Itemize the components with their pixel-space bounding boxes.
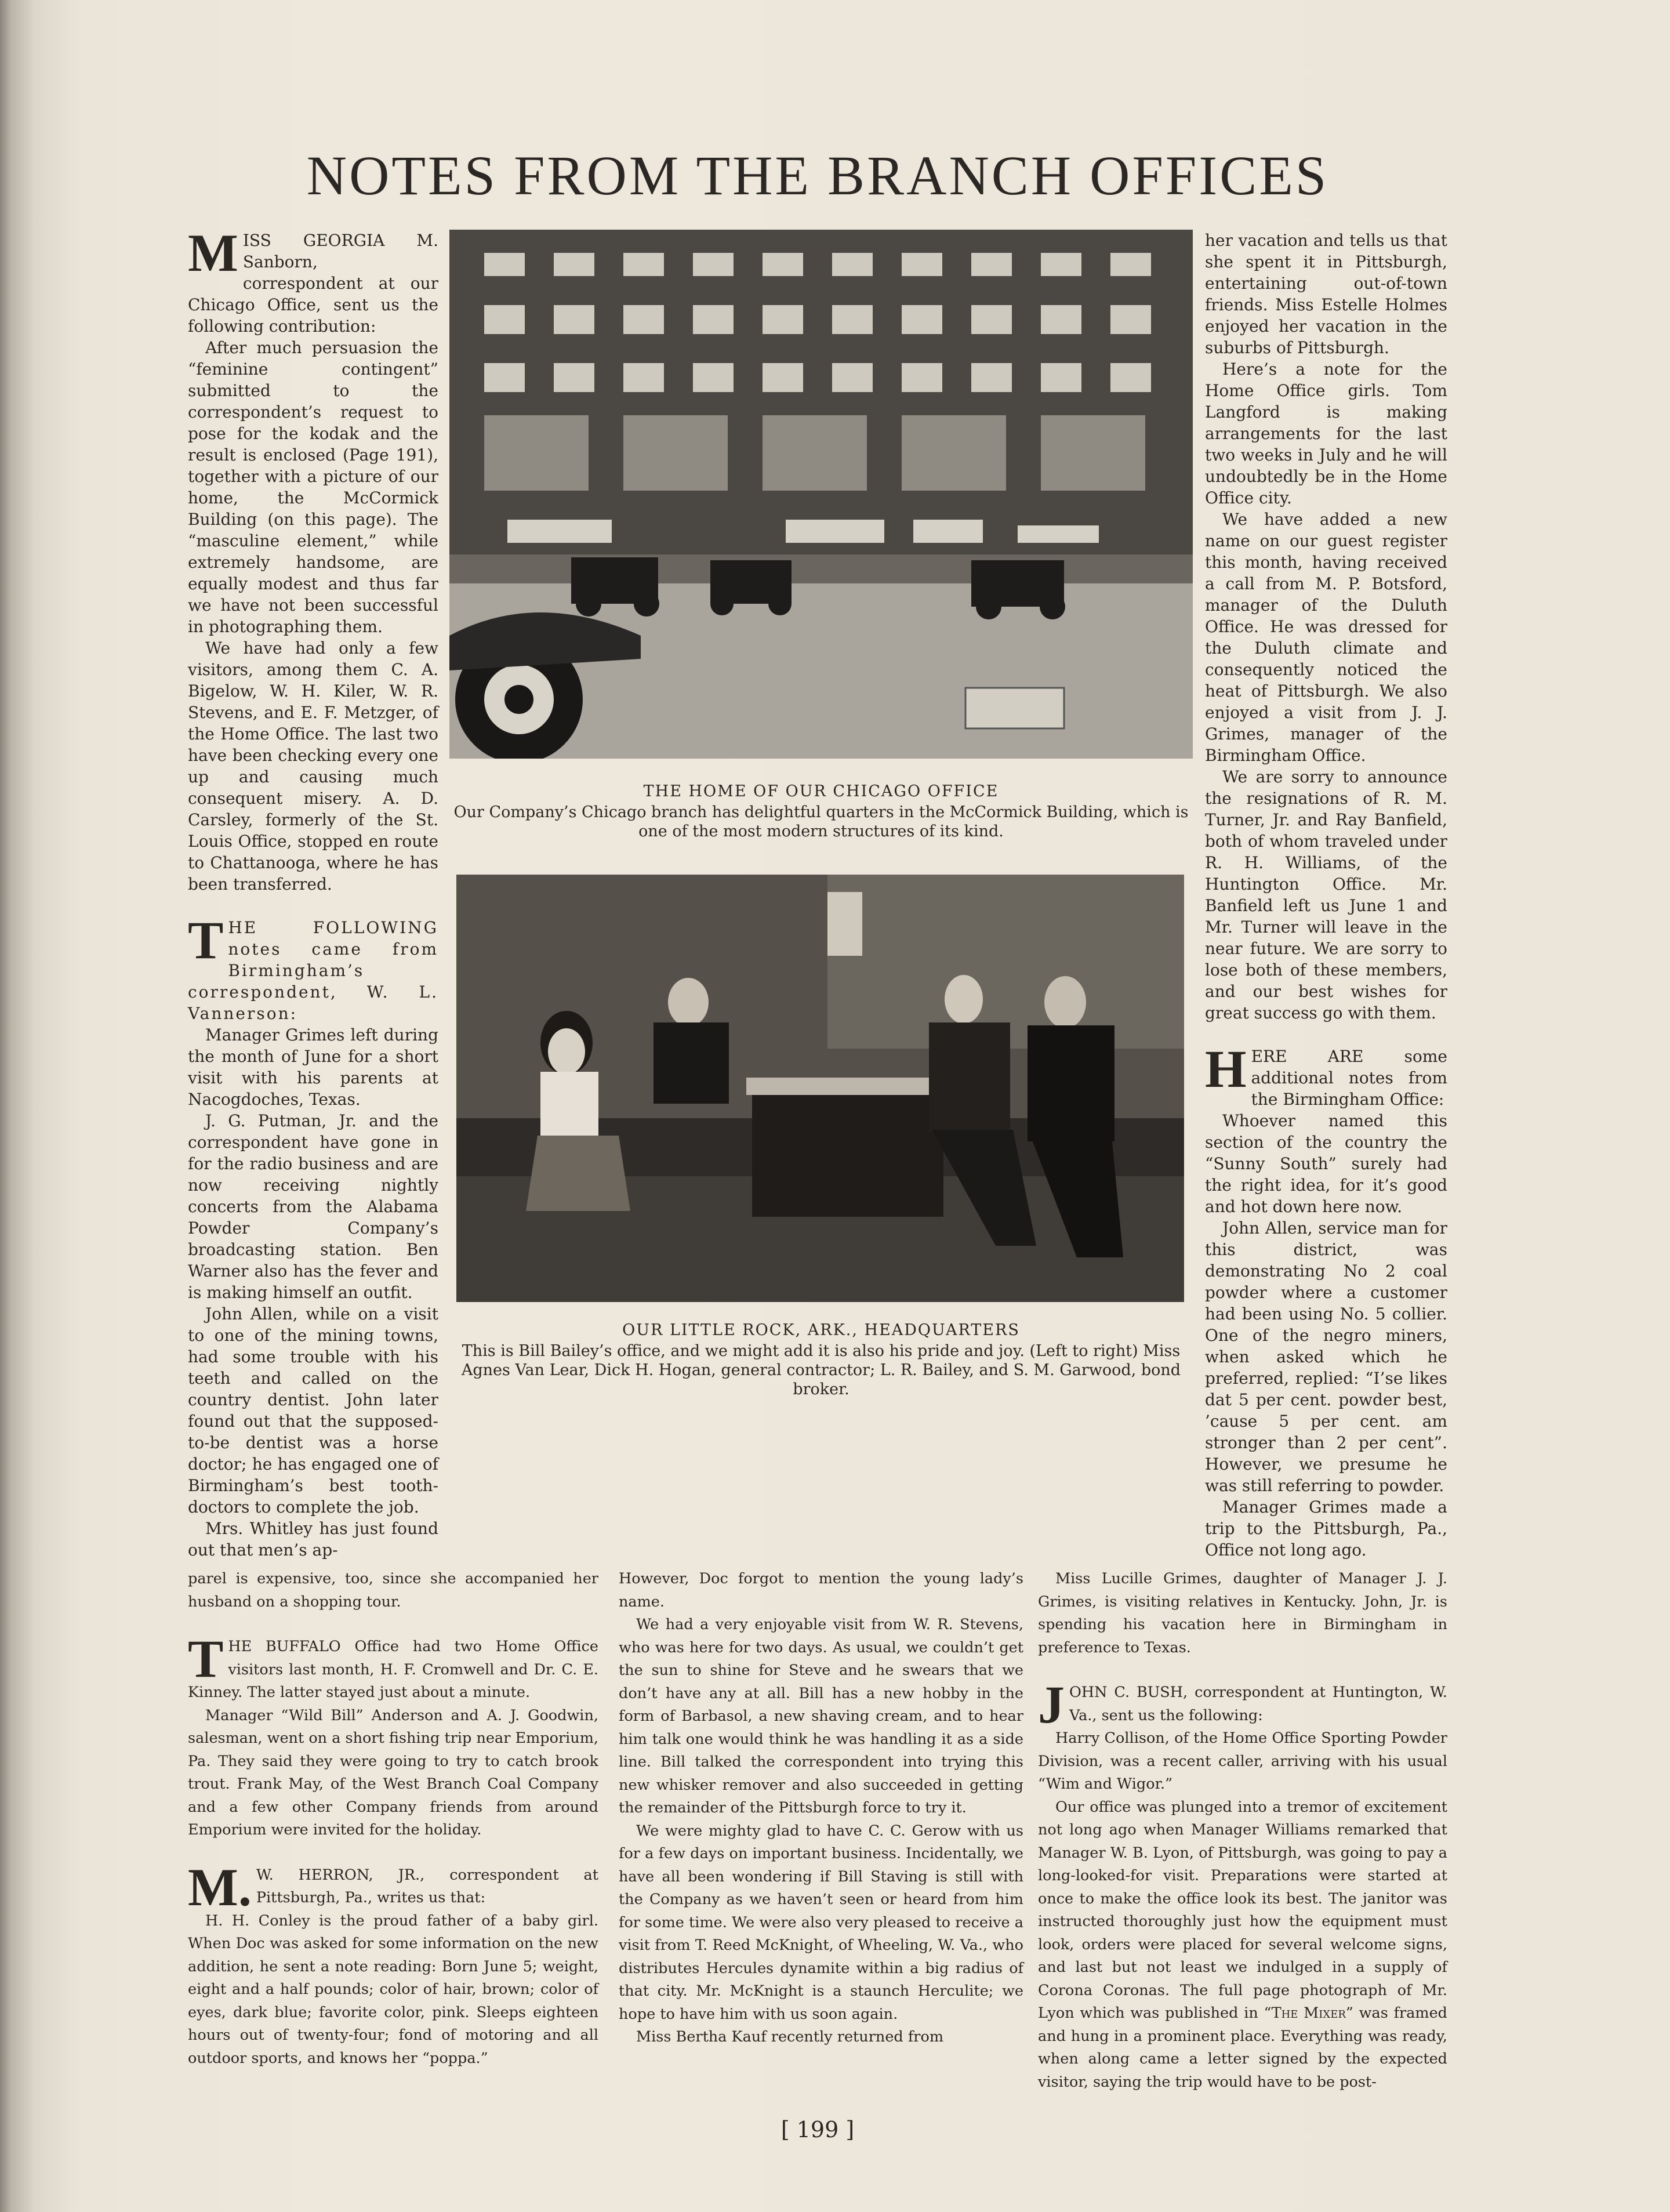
paragraph: Mrs. Whitley has just found out that men’s ap- <box>188 1519 438 1560</box>
paragraph: We are sorry to announce the resignations of R. M. Turner, Jr. and Ray Banfield, both of whom traveled under R. H. Williams, of the Huntington Office. Mr. Banfield left us June 1 and Mr. Turner will leave in the near future. We are sorry to lose both of these members, and our best wishes for great success go with them. <box>1205 767 1447 1022</box>
left-column <box>188 223 438 1561</box>
paragraph <box>1038 1796 1447 2094</box>
bottom-row <box>188 1568 1447 2094</box>
little-rock-office-photo <box>456 875 1184 1302</box>
drop-cap: M <box>188 223 238 282</box>
paragraph: We have had only a few visitors, among them C. A. Bigelow, W. H. Kiler, W. R. Stevens, and E. F. Metzger, of the Home Office. The last two have been checking every one up and causing much consequent misery. A. D. Carsley, formerly of the St. Louis Office, stopped en route to Chattanooga, where he has been transferred. <box>188 639 438 894</box>
drop-cap: M. <box>188 1857 252 1917</box>
photo-column <box>449 230 1193 1399</box>
section-lead: OHN C. BUSH, correspondent at Huntington, W. Va., sent us the following: <box>1069 1684 1447 1724</box>
photo-caption: Our Company’s Chicago branch has delightful quarters in the McCormick Building, which is one of the most modern structures of its kind. <box>453 803 1189 840</box>
text-run: ” was framed and hung in a prominent place. Everything was ready, when along came a letter signed by the expected visitor, saying the trip would have to be post- <box>1038 2004 1447 2091</box>
huntington-section <box>1038 1675 1447 2094</box>
pittsburgh-section <box>188 1857 598 2070</box>
paragraph: Harry Collison, of the Home Office Sporting Powder Division, was a recent caller, arriving with his usual “Wim and Wigor.” <box>1038 1729 1447 1793</box>
paragraph: Miss Bertha Kauf recently returned from <box>636 2028 943 2046</box>
magazine-name: The Mixer <box>1271 2004 1346 2022</box>
paragraph: However, Doc forgot to mention the young lady’s name. <box>619 1570 1023 1611</box>
drop-cap: T <box>188 1629 224 1688</box>
chicago-section <box>188 223 438 895</box>
bottom-right-column <box>1038 1568 1447 2094</box>
paragraph: We were mighty glad to have C. C. Gerow with us for a few days on important business. Incidentally, we have all been wondering if Bill Staving is still with the Company as we haven’t seen or heard from him for some time. We were also very pleased to receive a visit from T. Reed McKnight, of Wheeling, W. Va., who distributes Hercules dynamite within a big radius of that city. Mr. McKnight is a staunch Herculite; we hope to have him with us soon again. <box>619 1822 1023 2023</box>
paragraph: H. H. Conley is the proud father of a baby girl. When Doc was asked for some information on the new addition, he sent a note reading: Born June 5; weight, eight and a half pounds; color of hair, brown; color of eyes, dark blue; favorite color, pink. Sleeps eighteen hours out of twenty-four; fond of motoring and all outdoor sports, and knows her “poppa.” <box>188 1912 598 2067</box>
bottom-middle-column <box>619 1568 1023 2049</box>
paragraph: Here’s a note for the Home Office girls. Tom Langford is making arrangements for the last two weeks in July and he will undoubtedly be in the Home Office city. <box>1205 360 1447 507</box>
drop-cap: T <box>188 911 224 970</box>
page-number: [ 199 ] <box>780 2117 855 2142</box>
section-lead: HE BUFFALO Office had two Home Office visitors last month, H. F. Cromwell and Dr. C. E. Kinney. The latter stayed just about a minute. <box>188 1638 598 1701</box>
paragraph: parel is expensive, too, since she accompanied her husband on a shopping tour. <box>188 1570 598 1611</box>
birmingham-additional-section <box>1205 1039 1447 1561</box>
page-title: NOTES FROM THE BRANCH OFFICES <box>306 144 1329 206</box>
paragraph: Manager Grimes left during the month of June for a short visit with his parents at Nacogdoches, Texas. <box>188 1025 438 1109</box>
paragraph: Manager “Wild Bill” Anderson and A. J. Goodwin, salesman, went on a short fishing trip near Emporium, Pa. They said they were going to try to catch brook trout. Frank May, of the West Branch Coal Company and a few other Company friends from around Emporium were invited for the holiday. <box>188 1706 599 1839</box>
paragraph: her vacation and tells us that she spent it in Pittsburgh, entertaining out-of-town friends. Miss Estelle Holmes enjoyed her vacation in the suburbs of Pittsburgh. <box>1205 231 1447 357</box>
paragraph: Whoever named this section of the country the “Sunny South” surely had the right idea, for it’s good and hot down here now. <box>1205 1111 1447 1216</box>
birmingham-section <box>188 911 438 1561</box>
buffalo-section <box>188 1629 599 1842</box>
bottom-left-column <box>188 1568 598 2070</box>
photo-heading: THE HOME OF OUR CHICAGO OFFICE <box>643 782 999 800</box>
photo-caption: This is Bill Bailey’s office, and we might add it is also his pride and joy. (Left to right) Miss Agnes Van Lear, Dick H. Hogan, general contractor; L. R. Bailey, and S. M. Garwood, bond broker. <box>461 1342 1181 1398</box>
paragraph: After much persuasion the “feminine contingent” submitted to the correspondent’s request to pose for the kodak and the result is enclosed (Page 191), together with a picture of our home, the McCormick Building (on this page). The “masculine element,” while extremely handsome, are equally modest and thus far we have not been successful in photographing them. <box>188 338 438 636</box>
right-column <box>1205 230 1447 1561</box>
paragraph: John Allen, while on a visit to one of the mining towns, had some trouble with his teeth and called on the country dentist. John later found out that the supposed-to-be dentist was a horse doctor; he has engaged one of Birmingham’s best tooth-doctors to complete the job. <box>188 1304 438 1517</box>
section-lead: W. HERRON, JR., correspondent at Pittsburgh, Pa., writes us that: <box>256 1866 598 1906</box>
chicago-office-photo <box>449 230 1193 759</box>
text-run: Our office was plunged into a tremor of excitement not long ago when Manager Williams remarked that Manager W. B. Lyon, of Pittsburgh, was going to pay a long-looked-for visit. Preparations were started at once to make the office look its best. The janitor was instructed thoroughly just how the equipment must look, orders were placed for several welcome signs, and last but not least we indulged in a supply of Corona Coronas. The full page photograph of Mr. Lyon which was published in “ <box>1038 1798 1447 2022</box>
section-lead: ISS GEORGIA M. Sanborn, correspondent at our Chicago Office, sent us the following contribution: <box>188 231 438 336</box>
top-row <box>188 223 1447 1561</box>
drop-cap: H <box>1205 1039 1247 1098</box>
paragraph: John Allen, service man for this district, was demonstrating No 2 coal powder where a customer had been using No. 5 collier. One of the negro miners, when asked which he preferred, replied: “I’se likes dat 5 per cent. powder best, ’cause 5 per cent. am stronger than 2 per cent”. However, we presume he was still referring to powder. <box>1205 1219 1447 1495</box>
section-lead: ERE ARE some additional notes from the Birmingham Office: <box>1251 1047 1447 1109</box>
paragraph: Miss Lucille Grimes, daughter of Manager J. J. Grimes, is visiting relatives in Kentucky. John, Jr. is spending his vacation here in Birmingham in preference to Texas. <box>1038 1570 1447 1656</box>
drop-cap: J <box>1038 1675 1065 1734</box>
section-lead: HE FOLLOWING notes came from Birmingham’s correspondent, W. L. Vannerson: <box>188 918 438 1023</box>
paragraph: J. G. Putman, Jr. and the correspondent have gone in for the radio business and are now receiving nightly concerts from the Alabama Powder Company’s broadcasting station. Ben Warner also has the fever and is making himself an outfit. <box>188 1111 438 1302</box>
paragraph: We had a very enjoyable visit from W. R. Stevens, who was here for two days. As usual, we couldn’t get the sun to shine for Steve and he swears that we don’t have any at all. Bill has a new hobby in the form of Barbasol, a new shaving cream, and to hear him talk one would think he was handling it as a side line. Bill talked the correspondent into trying this new whisker remover and also succeeded in getting the remainder of the Pittsburgh force to try it. <box>619 1616 1023 1816</box>
photo-heading: OUR LITTLE ROCK, ARK., HEADQUARTERS <box>622 1321 1020 1339</box>
paragraph: We have added a new name on our guest register this month, having received a call from M. P. Botsford, manager of the Duluth Office. He was dressed for the Duluth climate and consequently noticed the heat of Pittsburgh. We also enjoyed a visit from J. J. Grimes, manager of the Birmingham Office. <box>1205 510 1447 765</box>
page <box>188 0 1447 2212</box>
paragraph: Manager Grimes made a trip to the Pittsburgh, Pa., Office not long ago. <box>1205 1497 1447 1560</box>
